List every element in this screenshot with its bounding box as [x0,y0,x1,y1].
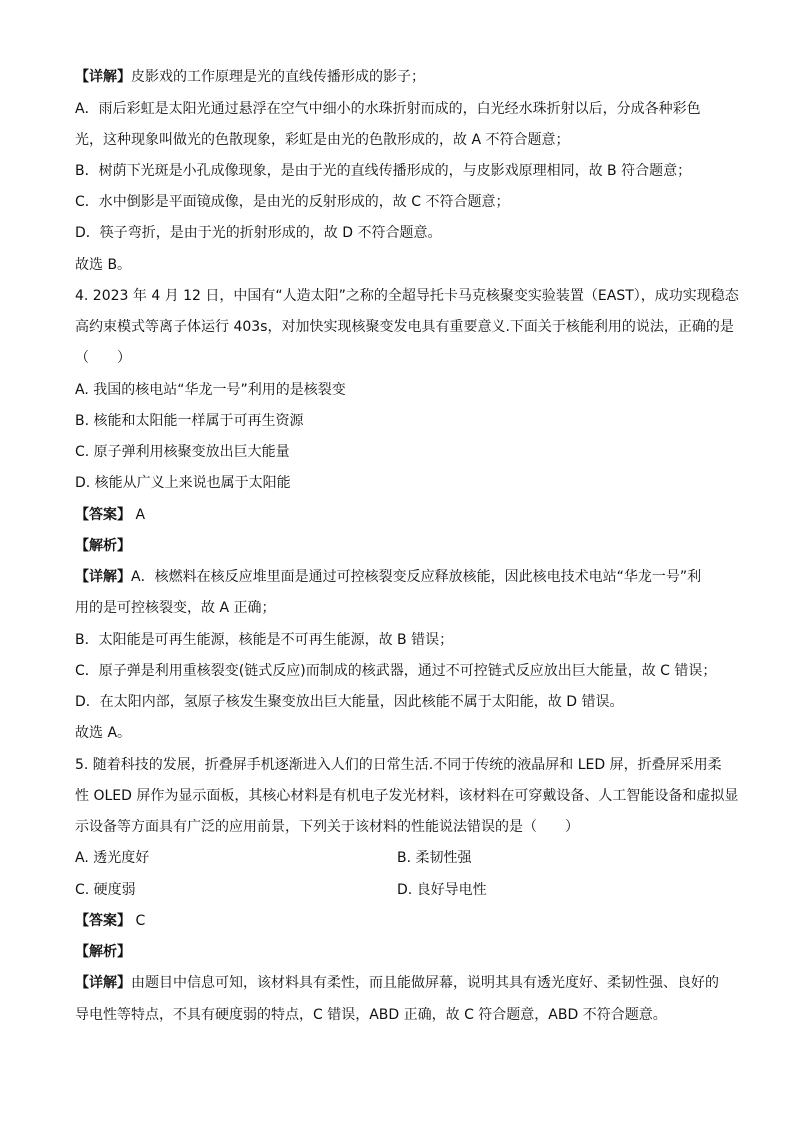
q4-analysis-d: D．在太阳内部，氢原子核发生聚变放出巨大能量，因此核能不属于太阳能，故 D 错误。 [75,694,624,710]
q5-detail-line2: 导电性等特点，不具有硬度弱的特点，C 错误，ABD 正确，故 C 符合题意，ABD 不符合题意。 [75,1007,667,1023]
detail-tag: 【详解】 [75,69,131,85]
q3-detail-intro: 【详解】皮影戏的工作原理是光的直线传播形成的影子； [75,69,425,85]
q4-conclusion: 故选 A。 [75,725,132,741]
q4-option-a: A. 我国的核电站“华龙一号”利用的是核裂变 [75,382,346,398]
q5-detail-line1: 【详解】由题目中信息可知，该材料具有柔性，而且能做屏幕，说明其具有透光度好、柔韧性强、良好的 [75,975,719,991]
q4-stem-line2: 高约束模式等离子体运行 403s，对加快实现核聚变发电具有重要意义.下面关于核能利用的说法，正确的是 [75,319,734,335]
q4-answer-value: A [135,507,146,523]
q4-stem-line3: （ ） [75,350,131,366]
q4-analysis-b: B．太阳能是可再生能源，核能是不可再生能源，故 B 错误； [75,632,454,648]
q3-analysis-c: C．水中倒影是平面镜成像，是由光的反射形成的，故 C 不符合题意； [75,194,510,210]
q4-detail-line2: 用的是可控核裂变，故 A 正确； [75,600,276,616]
answer-tag: 【答案】 [75,507,131,523]
q5-option-d: D. 良好导电性 [397,882,487,898]
q4-option-c: C. 原子弹利用核聚变放出巨大能量 [75,444,290,460]
q5-stem-line2: 性 OLED 屏作为显示面板，其核心材料是有机电子发光材料，该材料在可穿戴设备、人工智能设备和虚拟显 [75,788,739,804]
q3-analysis-a-line1: A．雨后彩虹是太阳光通过悬浮在空气中细小的水珠折射而成的，白光经水珠折射以后，分成各种彩色 [75,101,701,117]
q5-answer-value: C [135,913,146,929]
q4-stem-line1: 4. 2023 年 4 月 12 日，中国有“人造太阳”之称的全超导托卡马克核聚变实验装置（EAST），成功实现稳态 [75,288,739,304]
q3-analysis-b: B．树荫下光斑是小孔成像现象，是由于光的直线传播形成的，与皮影戏原理相同，故 B 符合题意； [75,163,692,179]
q4-detail-line1: 【详解】A．核燃料在核反应堆里面是通过可控核裂变反应释放核能，因此核电技术电站“华龙一号”利 [75,569,702,585]
q4-option-b: B. 核能和太阳能一样属于可再生资源 [75,413,304,429]
q3-analysis-a-line2: 光，这种现象叫做光的色散现象，彩虹是由光的色散形成的，故 A 不符合题意； [75,132,570,148]
q5-stem-line3: 示设备等方面具有广泛的应用前景，下列关于该材料的性能说法错误的是（ ） [75,819,579,835]
q5-stem-line1: 5. 随着科技的发展，折叠屏手机逐渐进入人们的日常生活.不同于传统的液晶屏和 LED 屏，折叠屏采用柔 [75,757,722,773]
q4-answer [75,505,145,525]
q5-option-a: A. 透光度好 [75,850,150,866]
q5-answer [75,911,145,931]
q3-conclusion: 故选 B。 [75,257,132,273]
q4-analysis-c: C．原子弹是利用重核裂变(链式反应)而制成的核武器，通过不可控链式反应放出巨大能量，故 C 错误； [75,663,717,679]
q4-analysis-heading: 【解析】 [75,538,131,554]
detail-tag: 【详解】 [75,975,131,991]
q5-analysis-heading: 【解析】 [75,944,131,960]
q3-analysis-d: D．筷子弯折，是由于光的折射形成的，故 D 不符合题意。 [75,225,442,241]
answer-tag: 【答案】 [75,913,131,929]
q4-option-d: D. 核能从广义上来说也属于太阳能 [75,475,291,491]
detail-tag: 【详解】 [75,569,131,585]
q5-option-b: B. 柔韧性强 [397,850,472,866]
q5-option-c: C. 硬度弱 [75,882,136,898]
